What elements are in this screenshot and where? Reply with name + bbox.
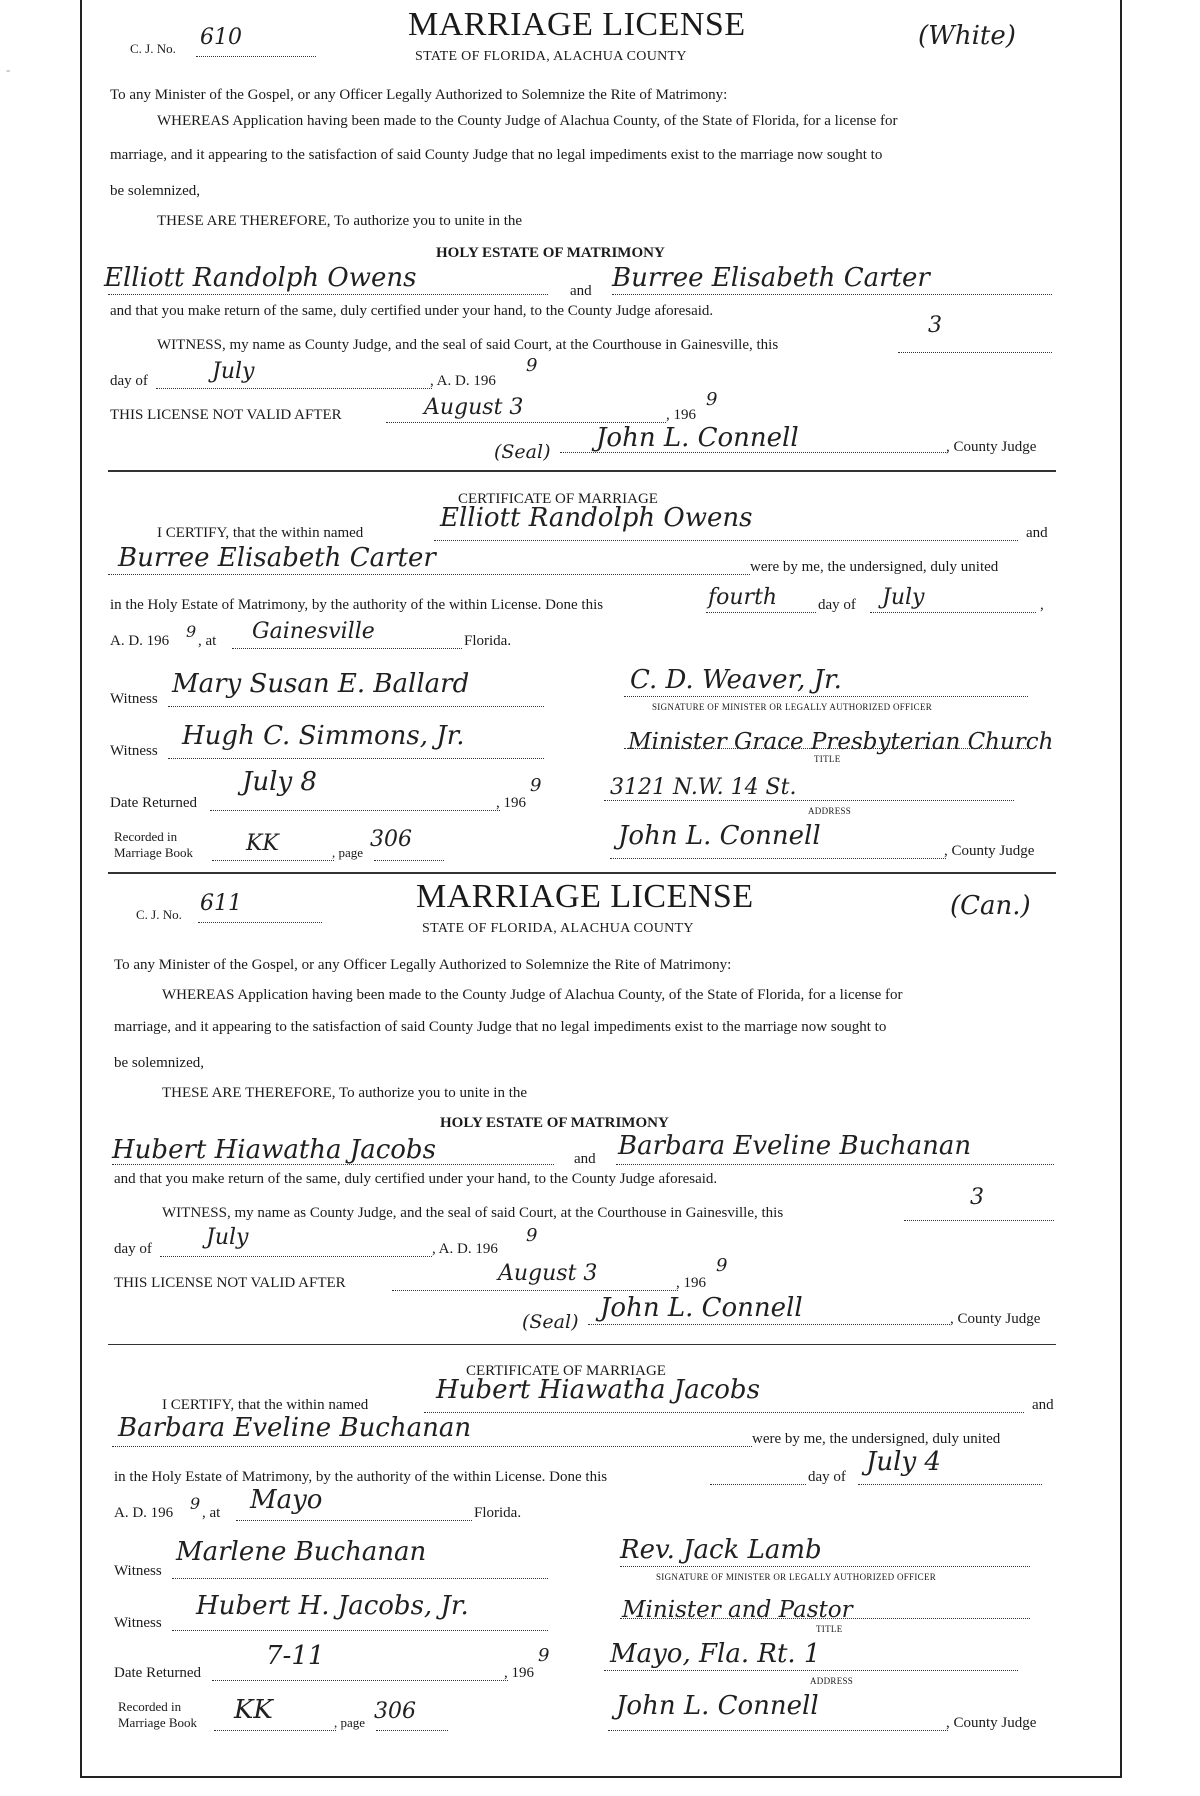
done-month: July (882, 585, 925, 610)
officer-title: Minister and Pastor (622, 1597, 853, 1623)
done-day-line (710, 1484, 806, 1485)
valid-year-digit: 9 (706, 389, 718, 410)
cj-no-line (196, 56, 316, 57)
address-caption: ADDRESS (810, 1676, 854, 1686)
page-line (376, 1730, 448, 1731)
license-subtitle: STATE OF FLORIDA, ALACHUA COUNTY (422, 921, 694, 936)
done-day-of-label: day of (808, 1469, 846, 1485)
day-of-label: day of (110, 373, 148, 389)
month-line (160, 1256, 432, 1257)
groom-name: Hubert Hiawatha Jacobs (112, 1135, 436, 1165)
bride-name: Burree Elisabeth Carter (612, 263, 930, 293)
cert-and-label: and (1032, 1397, 1054, 1413)
cert-bride: Burree Elisabeth Carter (118, 543, 436, 573)
returned-year-digit: 9 (530, 775, 542, 796)
done-day-of-label: day of (818, 597, 856, 613)
seal: (Seal) (494, 441, 551, 463)
marriage-book-label: Marriage Book (118, 1715, 198, 1730)
book-line (214, 1730, 336, 1731)
race-note: (White) (918, 21, 1016, 51)
witness-1-line (172, 1578, 548, 1579)
license-month: July (206, 1225, 249, 1250)
marriage-book-label: Marriage Book (114, 845, 194, 860)
whereas-line-1: WHEREAS Application having been made to the County Judge of Alachua County, of the State of Florida, for a license for (162, 987, 903, 1003)
license-year-digit: 9 (526, 1225, 538, 1246)
cj-no: 610 (200, 25, 242, 50)
day-of-label: day of (114, 1241, 152, 1257)
valid-until: August 3 (498, 1261, 598, 1286)
witness-2-label: Witness (114, 1615, 162, 1631)
return-line: and that you make return of the same, duly certified under your hand, to the County Judge aforesaid. (110, 303, 714, 319)
place-line (232, 648, 462, 649)
officer-caption: SIGNATURE OF MINISTER OR LEGALLY AUTHORIZED OFFICER (656, 1572, 937, 1582)
at-label: , at (202, 1505, 221, 1521)
ad-label: , A. D. 196 (430, 373, 496, 389)
date-returned-line (210, 810, 500, 811)
title-line (620, 1618, 1030, 1619)
judge-signature-line (588, 1324, 950, 1325)
page-no: 306 (370, 827, 412, 852)
cert-and-label: and (1026, 525, 1048, 541)
were-by-me-line: were by me, the undersigned, duly united (750, 559, 999, 575)
to-line: To any Minister of the Gospel, or any Officer Legally Authorized to Solemnize the Rite of Matrimony: (110, 87, 728, 103)
book-no: KK (246, 831, 279, 856)
witness-2-line (172, 1630, 548, 1631)
done-month-line (858, 1484, 1042, 1485)
cj-label: C. J. No. (136, 907, 182, 922)
cert-bride-line (108, 574, 750, 575)
done-day-line (706, 612, 816, 613)
and-label: and (570, 283, 592, 299)
groom-name: Elliott Randolph Owens (104, 263, 417, 293)
whereas-line-2: marriage, and it appearing to the satisfaction of said County Judge that no legal impediments exist to the marriage now sought to (110, 147, 883, 163)
page-line (374, 860, 444, 861)
witness-1: Mary Susan E. Ballard (172, 669, 470, 699)
county-judge-label-2: , County Judge (944, 843, 1035, 859)
county-judge-label-2: , County Judge (946, 1715, 1037, 1731)
recorder-signature: John L. Connell (618, 821, 821, 851)
section-divider (108, 470, 1056, 472)
witness-2: Hubert H. Jacobs, Jr. (196, 1591, 469, 1621)
returned-year-digit: 9 (538, 1645, 550, 1666)
cert-bride: Barbara Eveline Buchanan (118, 1413, 472, 1443)
holy-estate-line: in the Holy Estate of Matrimony, by the authority of the within License. Done this (110, 597, 604, 613)
date-returned-line (212, 1680, 508, 1681)
officer-signature: Rev. Jack Lamb (620, 1535, 822, 1565)
returned-year-prefix: , 196 (504, 1665, 534, 1681)
done-month: July 4 (866, 1447, 941, 1477)
cert-ad-digit: 9 (190, 1494, 201, 1513)
ad-label: , A. D. 196 (432, 1241, 498, 1257)
margin-mark: - (6, 62, 11, 77)
title-line (624, 748, 1028, 749)
not-valid-label: THIS LICENSE NOT VALID AFTER (114, 1275, 346, 1291)
page-label: , page (334, 1715, 366, 1730)
page-label: , page (332, 845, 364, 860)
cert-ad-prefix: A. D. 196 (110, 633, 170, 649)
cert-groom: Hubert Hiawatha Jacobs (436, 1375, 760, 1405)
officer-address: Mayo, Fla. Rt. 1 (610, 1639, 821, 1669)
judge-signature: John L. Connell (596, 423, 799, 453)
witness-2-label: Witness (110, 743, 158, 759)
witness-2: Hugh C. Simmons, Jr. (182, 721, 465, 751)
book-line (212, 860, 334, 861)
place: Mayo (250, 1485, 323, 1515)
page-no: 306 (374, 1699, 416, 1724)
cert-groom: Elliott Randolph Owens (440, 503, 753, 533)
cert-bride-line (112, 1446, 752, 1447)
and-label: and (574, 1151, 596, 1167)
license-subtitle: STATE OF FLORIDA, ALACHUA COUNTY (415, 49, 687, 64)
license-month: July (212, 359, 255, 384)
race-note: (Can.) (950, 891, 1031, 921)
valid-year-digit: 9 (716, 1255, 728, 1276)
therefore-line: THESE ARE THEREFORE, To authorize you to unite in the (157, 213, 523, 229)
recorded-in-label: Recorded in (118, 1699, 182, 1714)
officer-caption: SIGNATURE OF MINISTER OR LEGALLY AUTHORIZED OFFICER (652, 702, 933, 712)
address-caption: ADDRESS (808, 806, 852, 816)
witness-judge-line: WITNESS, my name as County Judge, and the seal of said Court, at the Courthouse in Gainesville, this (157, 337, 779, 353)
holy-estate-line: in the Holy Estate of Matrimony, by the authority of the within License. Done this (114, 1469, 608, 1485)
license-year-digit: 9 (526, 355, 538, 376)
judge-signature: John L. Connell (600, 1293, 803, 1323)
therefore-line: THESE ARE THEREFORE, To authorize you to unite in the (162, 1085, 528, 1101)
witness-day: 3 (970, 1185, 984, 1210)
whereas-line-3: be solemnized, (110, 183, 200, 199)
date-returned-label: Date Returned (110, 795, 198, 811)
title-caption: TITLE (816, 1624, 843, 1634)
address-line (604, 1670, 1018, 1671)
bride-name: Barbara Eveline Buchanan (618, 1131, 972, 1161)
date-returned: July 8 (242, 767, 317, 797)
done-day: fourth (708, 585, 778, 610)
certificate-title: CERTIFICATE OF MARRIAGE (466, 1363, 666, 1379)
recorder-line (608, 1730, 948, 1731)
seal: (Seal) (522, 1311, 579, 1333)
address-line (604, 800, 1014, 801)
certificate-title: CERTIFICATE OF MARRIAGE (458, 491, 658, 507)
valid-until: August 3 (424, 395, 524, 420)
witness-2-line (168, 758, 544, 759)
place: Gainesville (252, 619, 375, 644)
bride-line (616, 1164, 1054, 1165)
cert-ad-prefix: A. D. 196 (114, 1505, 174, 1521)
cert-ad-digit: 9 (186, 622, 197, 641)
officer-title: Minister Grace Presbyterian Church (628, 729, 1054, 755)
not-valid-label: THIS LICENSE NOT VALID AFTER (110, 407, 342, 423)
license-title: MARRIAGE LICENSE (408, 6, 746, 43)
holy-estate-heading: HOLY ESTATE OF MATRIMONY (440, 1115, 669, 1131)
cert-groom-line (434, 540, 1018, 541)
witness-judge-line: WITNESS, my name as County Judge, and the seal of said Court, at the Courthouse in Gainesville, this (162, 1205, 784, 1221)
florida-label: Florida. (464, 633, 512, 649)
witness-day: 3 (928, 313, 942, 338)
officer-line (624, 696, 1028, 697)
valid-year-prefix: , 196 (666, 407, 696, 423)
cj-label: C. J. No. (130, 41, 176, 56)
witness-1-line (168, 706, 544, 707)
officer-signature: C. D. Weaver, Jr. (630, 665, 842, 695)
done-month-line (870, 612, 1036, 613)
holy-estate-heading: HOLY ESTATE OF MATRIMONY (436, 245, 665, 261)
date-returned-label: Date Returned (114, 1665, 202, 1681)
whereas-line-3: be solemnized, (114, 1055, 204, 1071)
officer-address: 3121 N.W. 14 St. (610, 775, 797, 800)
officer-line (620, 1566, 1030, 1567)
whereas-line-2: marriage, and it appearing to the satisfaction of said County Judge that no legal impediments exist to the marriage now sought to (114, 1019, 887, 1035)
month-line (156, 388, 432, 389)
recorded-in-label: Recorded in (114, 829, 178, 844)
returned-year-prefix: , 196 (496, 795, 526, 811)
whereas-line-1: WHEREAS Application having been made to the County Judge of Alachua County, of the State of Florida, for a license for (157, 113, 898, 129)
place-line (236, 1520, 472, 1521)
section-divider (108, 1344, 1056, 1345)
valid-year-prefix: , 196 (676, 1275, 706, 1291)
witness-day-line (898, 352, 1052, 353)
book-no: KK (234, 1695, 273, 1725)
title-caption: TITLE (814, 754, 841, 764)
witness-1-label: Witness (114, 1563, 162, 1579)
cj-no-line (198, 922, 322, 923)
bride-line (612, 294, 1052, 295)
groom-line (108, 294, 548, 295)
county-judge-label: , County Judge (946, 439, 1037, 455)
were-by-me-line: were by me, the undersigned, duly united (752, 1431, 1001, 1447)
done-comma: , (1040, 597, 1044, 613)
certify-line: I CERTIFY, that the within named (162, 1397, 369, 1413)
groom-line (112, 1164, 554, 1165)
certify-line: I CERTIFY, that the within named (157, 525, 364, 541)
cj-no: 611 (200, 891, 242, 916)
witness-1: Marlene Buchanan (176, 1537, 427, 1567)
date-returned: 7-11 (266, 1641, 325, 1671)
recorder-signature: John L. Connell (616, 1691, 819, 1721)
florida-label: Florida. (474, 1505, 522, 1521)
recorder-line (610, 858, 946, 859)
license-title: MARRIAGE LICENSE (416, 878, 754, 915)
return-line: and that you make return of the same, duly certified under your hand, to the County Judge aforesaid. (114, 1171, 718, 1187)
county-judge-label: , County Judge (950, 1311, 1041, 1327)
at-label: , at (198, 633, 217, 649)
cert-groom-line (424, 1412, 1024, 1413)
witness-1-label: Witness (110, 691, 158, 707)
license-divider (108, 872, 1056, 874)
valid-until-line (392, 1290, 678, 1291)
to-line: To any Minister of the Gospel, or any Officer Legally Authorized to Solemnize the Rite of Matrimony: (114, 957, 732, 973)
witness-day-line (904, 1220, 1054, 1221)
